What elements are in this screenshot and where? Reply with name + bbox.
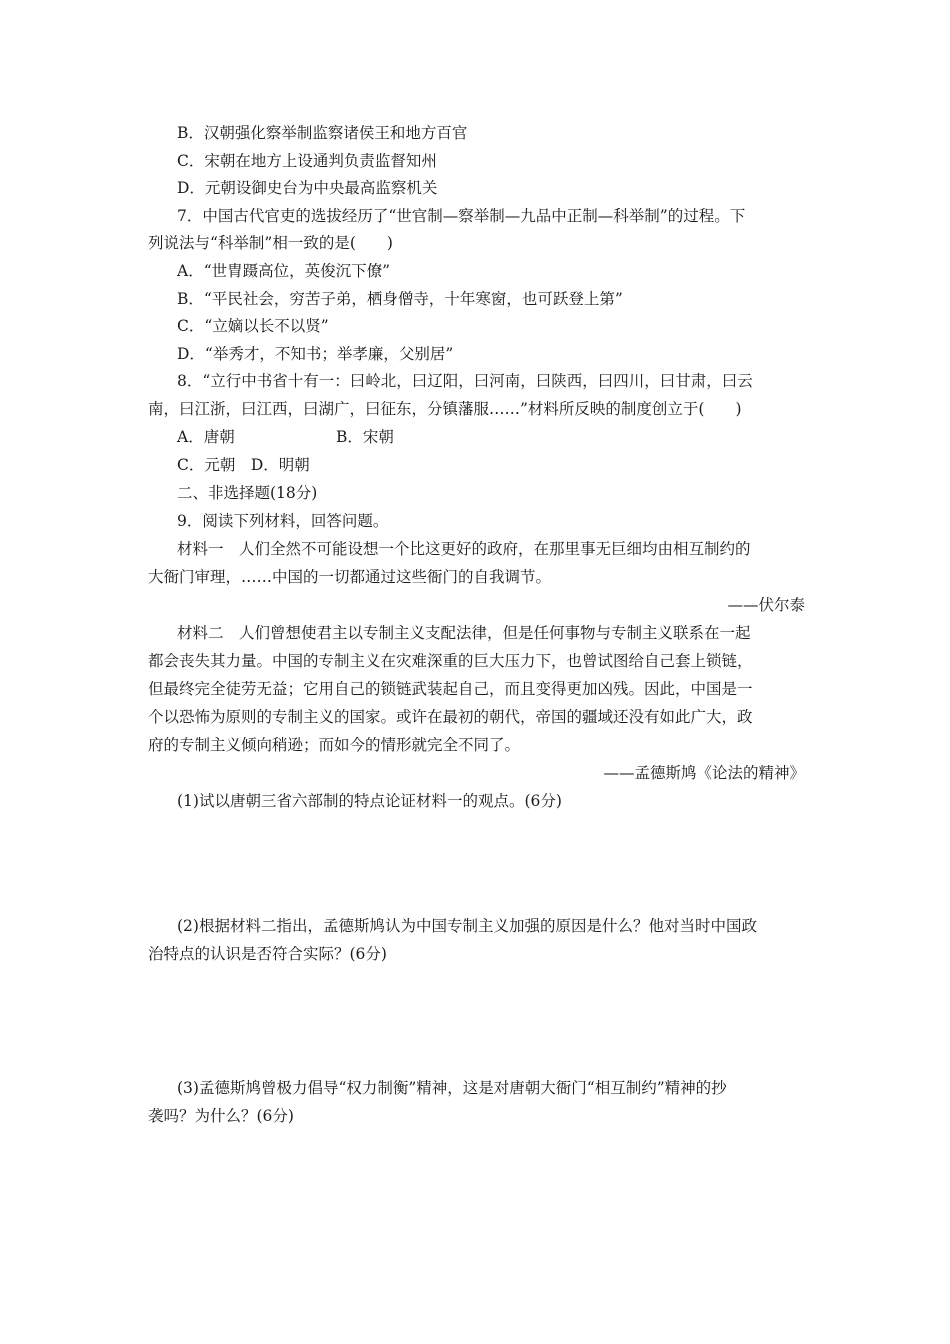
q8-stem-line2: 南，曰江浙，曰江西，曰湖广，曰征东，分镇藩服……”材料所反映的制度创立于( ) bbox=[148, 400, 742, 418]
q6-option-b: B．汉朝强化察举制监察诸侯王和地方百官 bbox=[177, 124, 468, 142]
sub-question-2-line1: (2)根据材料二指出，孟德斯鸠认为中国专制主义加强的原因是什么？他对当时中国政 bbox=[177, 917, 757, 935]
q8-option-cd: C．元朝 D．明朝 bbox=[177, 456, 310, 474]
q7-option-a: A．“世胄蹑高位，英俊沉下僚” bbox=[177, 262, 391, 280]
material2-source: ——孟德斯鸠《论法的精神》 bbox=[603, 764, 805, 782]
section-heading: 二、非选择题(18分) bbox=[177, 484, 318, 502]
q8-option-b: B．宋朝 bbox=[336, 428, 394, 446]
q7-option-b: B．“平民社会，穷苦子弟，栖身僧寺，十年寒窗，也可跃登上第” bbox=[177, 290, 623, 308]
sub-question-3-line1: (3)孟德斯鸠曾极力倡导“权力制衡”精神，这是对唐朝大衙门“相互制约”精神的抄 bbox=[177, 1079, 727, 1097]
q6-option-c: C．宋朝在地方上设通判负责监督知州 bbox=[177, 152, 437, 170]
material2-line3: 但最终完全徒劳无益；它用自己的锁链武装起自己，而且变得更加凶残。因此，中国是一 bbox=[148, 680, 753, 698]
q7-stem-line1: 7．中国古代官吏的选拔经历了“世官制—察举制—九品中正制—科举制”的过程。下 bbox=[177, 207, 746, 225]
q9-stem: 9．阅读下列材料，回答问题。 bbox=[177, 512, 389, 530]
q7-option-d: D．“举秀才，不知书；举孝廉，父别居” bbox=[177, 345, 454, 363]
material1-line2: 大衙门审理，……中国的一切都通过这些衙门的自我调节。 bbox=[148, 568, 552, 586]
q7-stem-line2: 列说法与“科举制”相一致的是( ) bbox=[148, 234, 393, 252]
material2-line1: 材料二 人们曾想使君主以专制主义支配法律，但是任何事物与专制主义联系在一起 bbox=[177, 624, 751, 642]
q8-option-a: A．唐朝 bbox=[177, 428, 235, 446]
material2-line5: 府的专制主义倾向稍逊；而如今的情形就完全不同了。 bbox=[148, 736, 521, 754]
q6-option-d: D．元朝设御史台为中央最高监察机关 bbox=[177, 179, 438, 197]
material2-line2: 都会丧失其力量。中国的专制主义在灾难深重的巨大压力下，也曾试图给自己套上锁链， bbox=[148, 652, 753, 670]
material1-source: ——伏尔泰 bbox=[727, 596, 805, 614]
q8-stem-line1: 8．“立行中书省十有一：曰岭北，曰辽阳，曰河南，曰陕西，曰四川，曰甘肃，曰云 bbox=[177, 372, 753, 390]
sub-question-1: (1)试以唐朝三省六部制的特点论证材料一的观点。(6分) bbox=[177, 792, 562, 810]
q7-option-c: C．“立嫡以长不以贤” bbox=[177, 317, 329, 335]
sub-question-3-line2: 袭吗？为什么？(6分) bbox=[148, 1107, 294, 1125]
material2-line4: 个以恐怖为原则的专制主义的国家。或许在最初的朝代，帝国的疆域还没有如此广大，政 bbox=[148, 708, 753, 726]
material1-line1: 材料一 人们全然不可能设想一个比这更好的政府，在那里事无巨细均由相互制约的 bbox=[177, 540, 751, 558]
sub-question-2-line2: 治特点的认识是否符合实际？(6分) bbox=[148, 945, 387, 963]
